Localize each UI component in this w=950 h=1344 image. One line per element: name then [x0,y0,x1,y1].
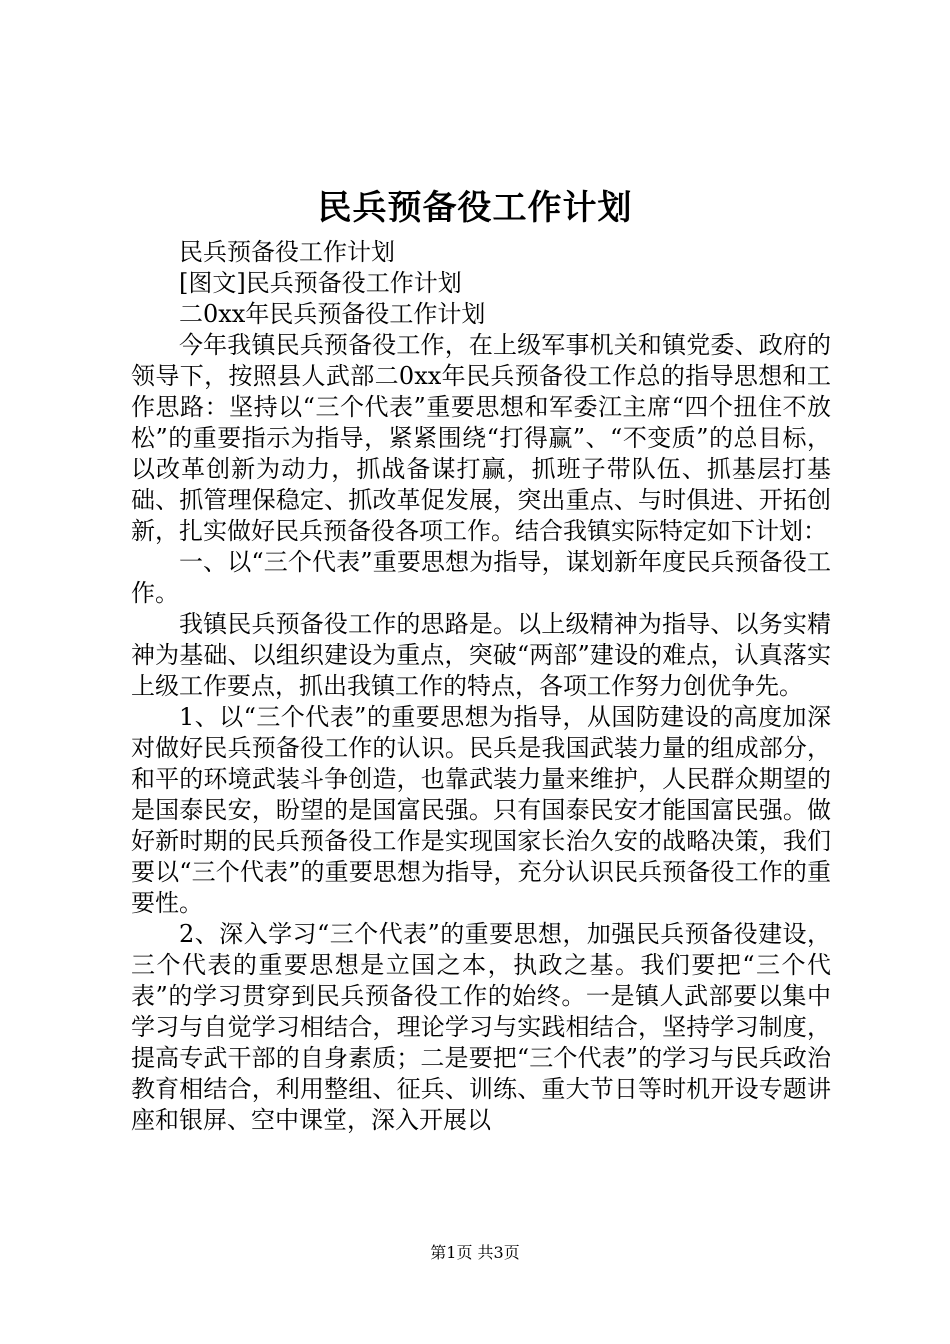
paragraph-section-1-heading: 一、以“三个代表”重要思想为指导，谋划新年度民兵预备役工作。 [131,548,831,607]
paragraph-heading-2: [图文]民兵预备役工作计划 [179,269,462,297]
paragraph-intro: 今年我镇民兵预备役工作，在上级军事机关和镇党委、政府的领导下，按照县人武部二0xx年民兵预备役工作总的指导思想和工作思路：坚持以“三个代表”重要思想和军委江主席“四个扭住不放松”的重要指示为指导，紧紧围绕“打得赢”、“不变质”的总目标，以改革创新为动力，抓战备谋打赢，抓班子带队伍、抓基层打基础、抓管理保稳定、抓改革促发展，突出重点、与时俱进、开拓创新，扎实做好民兵预备役各项工作。结合我镇实际特定如下计划： [131,331,831,545]
paragraph-heading-1: 民兵预备役工作计划 [179,238,395,266]
paragraph-heading-3: 二0xx年民兵预备役工作计划 [179,300,486,328]
document-title: 民兵预备役工作计划 [317,188,633,228]
paragraph-section-1-thinking: 我镇民兵预备役工作的思路是。以上级精神为指导、以务实精神为基础、以组织建设为重点，突破“两部”建设的难点，认真落实上级工作要点，抓出我镇工作的特点，各项工作努力创优争先。 [131,610,831,700]
paragraph-item-1: 1、以“三个代表”的重要思想为指导，从国防建设的高度加深对做好民兵预备役工作的认识。民兵是我国武装力量的组成部分，和平的环境武装斗争创造，也靠武装力量来维护，人民群众期望的是国泰民安，盼望的是国富民强。只有国泰民安才能国富民强。做好新时期的民兵预备役工作是实现国家长治久安的战略决策，我们要以“三个代表”的重要思想为指导，充分认识民兵预备役工作的重要性。 [131,703,831,917]
paragraph-item-2: 2、深入学习“三个代表”的重要思想，加强民兵预备役建设，三个代表的重要思想是立国之本，执政之基。我们要把“三个代表”的学习贯穿到民兵预备役工作的始终。一是镇人武部要以集中学习与自觉学习相结合，理论学习与实践相结合，坚持学习制度，提高专武干部的自身素质；二是要把“三个代表”的学习与民兵政治教育相结合，利用整组、征兵、训练、重大节日等时机开设专题讲座和银屏、空中课堂，深入开展以 [131,920,831,1134]
page-footer: 第1页 共3页 [430,1243,520,1262]
document-body [131,237,831,1136]
